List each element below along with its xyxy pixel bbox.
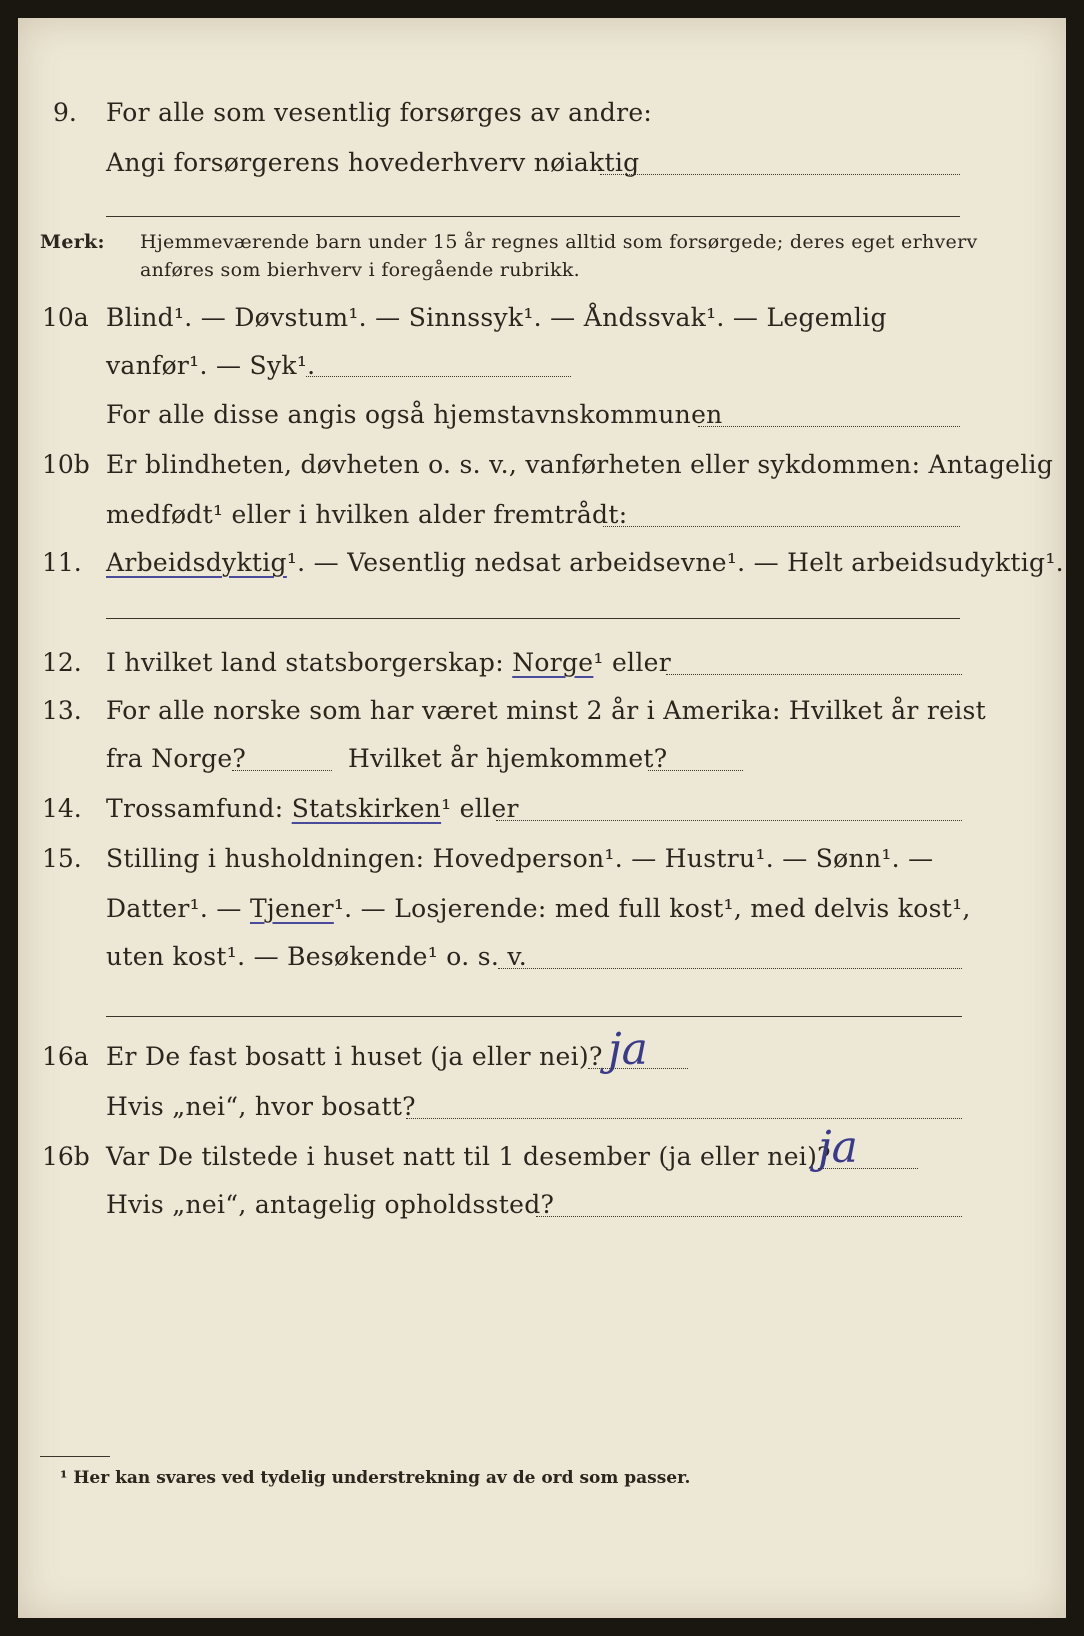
q11-line	[106, 548, 1064, 577]
q12-number: 12.	[42, 648, 82, 677]
q16b-handwritten-answer: ja	[818, 1122, 858, 1173]
q14-question: Trossamfund:	[106, 794, 284, 823]
q11-selected-answer: Arbeidsdyktig	[106, 548, 287, 577]
q12-line	[106, 648, 671, 677]
q16b-where-line	[536, 1216, 962, 1217]
footnote: ¹ Her kan svares ved tydelig understrekning av de ord som passer.	[60, 1468, 691, 1488]
q13-line2b: Hvilket år hjemkommet?	[348, 744, 668, 773]
merk-label: Merk:	[40, 231, 105, 253]
q14-or: ¹ eller	[441, 794, 519, 823]
q9-line2: Angi forsørgerens hovederhverv nøiaktig	[106, 148, 640, 177]
q10b-line2: medfødt¹ eller i hvilken alder fremtrådt:	[106, 500, 628, 529]
q15-answer-line	[498, 968, 962, 969]
q10a-line3: For alle disse angis også hjemstavnskommunen	[106, 400, 723, 429]
q14-selected-answer: Statskirken	[291, 794, 442, 823]
q12-question: I hvilket land statsborgerskap:	[106, 648, 504, 677]
q9-rule	[106, 216, 960, 217]
merk-line1: Hjemmeværende barn under 15 år regnes alltid som forsørgede; deres eget erhverv	[140, 231, 978, 253]
footnote-rule	[40, 1456, 110, 1457]
q13-number: 13.	[42, 696, 82, 725]
q15-line2-start: Datter¹. —	[106, 894, 242, 923]
q10b-answer-line	[603, 526, 960, 527]
merk-line2: anføres som bierhverv i foregående rubrikk.	[140, 259, 580, 281]
q10a-number: 10a	[42, 303, 89, 332]
q16a-line1: Er De fast bosatt i huset (ja eller nei)?	[106, 1042, 603, 1071]
q15-rule	[106, 1016, 962, 1017]
q11-options: ¹. — Vesentlig nedsat arbeidsevne¹. — Helt arbeidsudyktig¹.	[286, 548, 1064, 577]
q12-or: ¹ eller	[593, 648, 671, 677]
q16b-number: 16b	[42, 1142, 90, 1171]
q15-line2	[106, 894, 971, 923]
q14-line	[106, 794, 519, 823]
census-form-page	[18, 18, 1066, 1618]
q13-line1: For alle norske som har været minst 2 år i Amerika: Hvilket år reist	[106, 696, 987, 725]
q13-returned-answer-line	[648, 770, 743, 771]
q10b-number: 10b	[42, 450, 90, 479]
q15-selected-answer: Tjener	[249, 894, 334, 923]
q9-answer-line	[600, 174, 960, 175]
q15-line1: Stilling i husholdningen: Hovedperson¹. — Hustru¹. — Sønn¹. —	[106, 844, 934, 873]
q16a-where-line	[406, 1118, 962, 1119]
q11-rule	[106, 618, 960, 619]
q12-answer-line	[666, 674, 962, 675]
q9-number: 9.	[53, 98, 77, 127]
q15-line3: uten kost¹. — Besøkende¹ o. s. v.	[106, 942, 528, 971]
q14-number: 14.	[42, 794, 82, 823]
q16a-line2: Hvis „nei“, hvor bosatt?	[106, 1092, 416, 1121]
q15-number: 15.	[42, 844, 82, 873]
q13-line2a: fra Norge?	[106, 744, 247, 773]
q10a-line2: vanfør¹. — Syk¹.	[106, 351, 316, 380]
q11-number: 11.	[42, 548, 82, 577]
q16b-answer-line	[818, 1168, 918, 1169]
q13-left-answer-line	[232, 770, 332, 771]
q12-selected-answer: Norge	[512, 648, 594, 677]
q16a-handwritten-answer: ja	[608, 1024, 648, 1075]
q16a-number: 16a	[42, 1042, 89, 1071]
q16b-line2: Hvis „nei“, antagelig opholdssted?	[106, 1190, 555, 1219]
q16b-line1: Var De tilstede i huset natt til 1 desember (ja eller nei)?	[106, 1142, 831, 1171]
q10a-home-line	[698, 426, 960, 427]
q16a-answer-line	[588, 1068, 688, 1069]
q9-line1: For alle som vesentlig forsørges av andre:	[106, 98, 653, 127]
q10a-line1: Blind¹. — Døvstum¹. — Sinnssyk¹. — Åndssvak¹. — Legemlig	[106, 303, 887, 332]
q10b-line1: Er blindheten, døvheten o. s. v., vanførheten eller sykdommen: Antagelig	[106, 450, 1054, 479]
q15-line2-rest: ¹. — Losjerende: med full kost¹, med delvis kost¹,	[333, 894, 971, 923]
q10a-answer-line	[306, 376, 571, 377]
q14-answer-line	[496, 820, 962, 821]
